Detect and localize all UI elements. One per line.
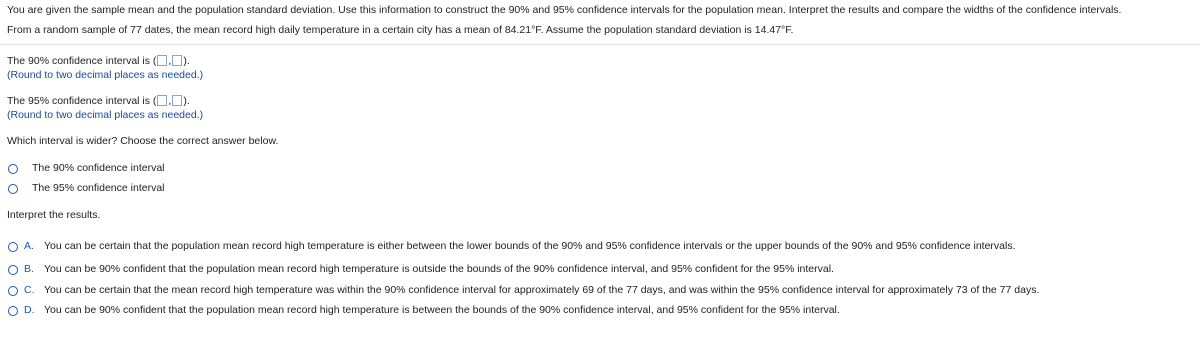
- wider-option-95-label[interactable]: The 95% confidence interval: [32, 182, 165, 194]
- interpret-option-c-letter: C.: [24, 284, 35, 296]
- interpret-option-c-text[interactable]: You can be certain that the mean record high temperature was within the 90% confidence interval for approximately 69 of the 77 days, and was within the 95% confidence interval for approximately 73 of the 77 days.: [44, 284, 1040, 296]
- ci95-suffix: ).: [183, 95, 190, 107]
- ci90-line: [7, 55, 190, 67]
- ci95-round-hint: (Round to two decimal places as needed.): [7, 109, 204, 121]
- ci90-prefix: The 90% confidence interval is (: [7, 55, 157, 67]
- interpret-option-d-letter: D.: [24, 304, 35, 316]
- ci95-upper-input[interactable]: [172, 95, 182, 106]
- ci95-line: [7, 95, 190, 107]
- instructions-text: You are given the sample mean and the population standard deviation. Use this information to construct the 90% and 95% confidence intervals for the population mean. Interpret the results and compare the widths of the confidence intervals.: [7, 4, 1122, 16]
- wider-option-90-radio[interactable]: [8, 164, 18, 174]
- interpret-option-a-text[interactable]: You can be certain that the population mean record high temperature is either between the lower bounds of the 90% and 95% confidence intervals or the upper bounds of the 90% and 95% confidence intervals.: [44, 240, 1016, 252]
- interpret-prompt: Interpret the results.: [7, 209, 101, 221]
- interpret-option-a-radio[interactable]: [8, 242, 18, 252]
- interpret-option-b-letter: B.: [24, 263, 34, 275]
- interpret-option-d-text[interactable]: You can be 90% confident that the population mean record high temperature is between the bounds of the 90% confidence interval, and 95% confident for the 95% interval.: [44, 304, 840, 316]
- wider-option-90-label[interactable]: The 90% confidence interval: [32, 162, 165, 174]
- ci90-suffix: ).: [183, 55, 190, 67]
- interpret-option-b-radio[interactable]: [8, 265, 18, 275]
- ci95-separator: ,: [168, 95, 172, 107]
- wider-option-95-radio[interactable]: [8, 184, 18, 194]
- interpret-option-a-letter: A.: [24, 240, 34, 252]
- ci90-round-hint: (Round to two decimal places as needed.): [7, 69, 204, 81]
- problem-statement: From a random sample of 77 dates, the mean record high daily temperature in a certain city has a mean of 84.21°F. Assume the population standard deviation is 14.47°F.: [7, 24, 794, 36]
- ci90-lower-input[interactable]: [157, 55, 167, 66]
- ci95-prefix: The 95% confidence interval is (: [7, 95, 157, 107]
- interpret-option-c-radio[interactable]: [8, 286, 18, 296]
- interpret-option-d-radio[interactable]: [8, 306, 18, 316]
- wider-interval-prompt: Which interval is wider? Choose the correct answer below.: [7, 135, 279, 147]
- ci95-lower-input[interactable]: [157, 95, 167, 106]
- ci90-separator: ,: [168, 55, 172, 67]
- ci90-upper-input[interactable]: [172, 55, 182, 66]
- divider: [0, 44, 1200, 45]
- interpret-option-b-text[interactable]: You can be 90% confident that the population mean record high temperature is outside the bounds of the 90% confidence interval, and 95% confident for the 95% interval.: [44, 263, 834, 275]
